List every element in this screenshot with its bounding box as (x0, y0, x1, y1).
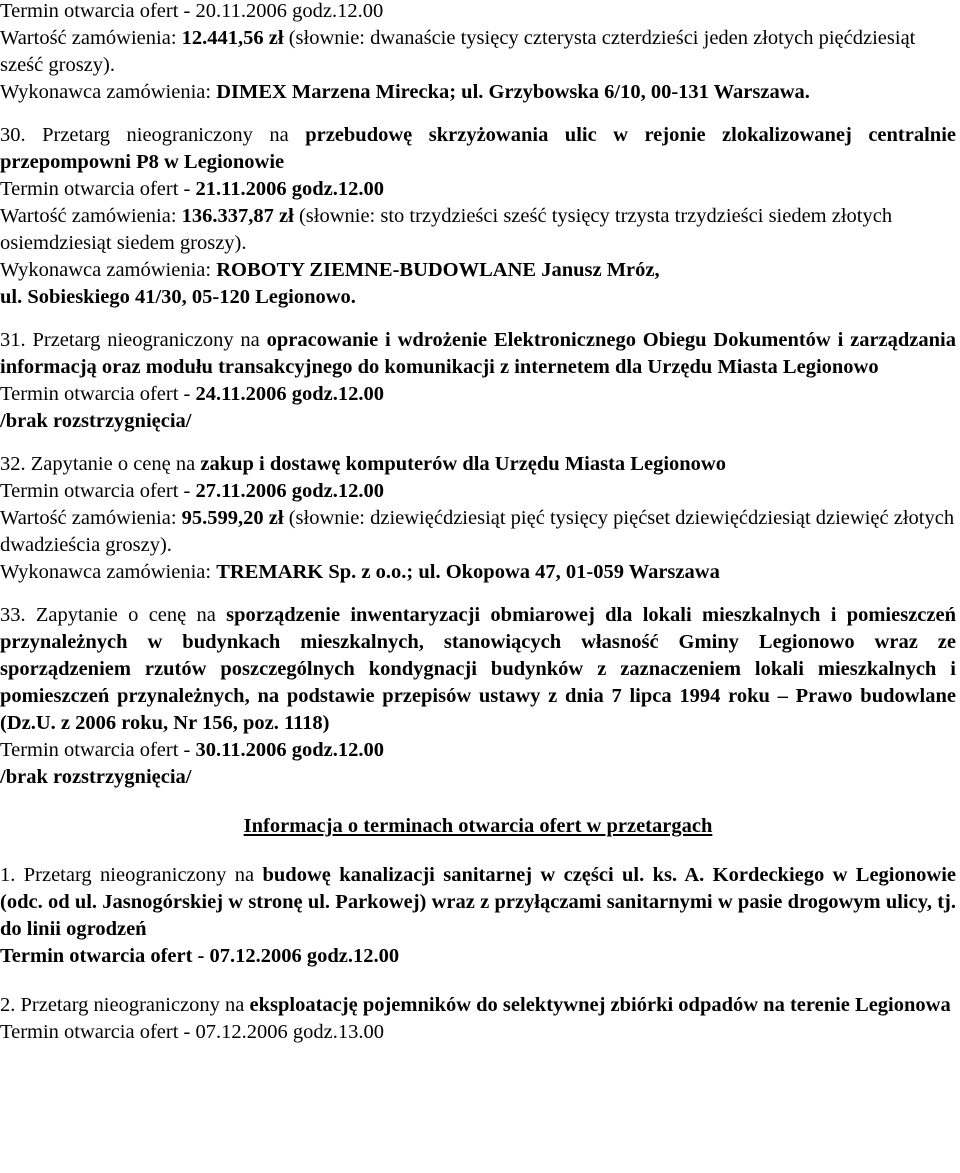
item-31-subject: opracowanie i wdrożenie Elektronicznego Obiegu Dokumentów i zarządzania informacją oraz modułu transakcyjnego do komunikacji z internetem dla Urzędu Miasta Legionowo (0, 329, 956, 378)
item-30-wartosc-value: 136.337,87 zł (181, 205, 294, 227)
item-33-title (0, 602, 956, 737)
top-termin: Termin otwarcia ofert - 20.11.2006 godz.12.00 (0, 0, 384, 22)
top-wartosc-words: (słownie: dwanaście tysięcy czterysta czterdzieści jeden złotych pięćdziesiąt sześć groszy). (0, 27, 916, 76)
item-33-subject: sporządzenie inwentaryzacji obmiarowej dla lokali mieszkalnych i pomieszczeń przynależnych w budynkach mieszkalnych, stanowiących własność Gminy Legionowo wraz ze sporządzeniem rzutów poszczególnych kondygnacji budynków z zaznaczeniem lokali mieszkalnych i pomieszczeń przynależnych, na podstawie przepisów ustawy z dnia 7 lipca 1994 roku – Prawo budowlane (Dz.U. z 2006 roku, Nr 156, poz. 1118) (0, 604, 956, 734)
item-32-termin (0, 478, 956, 505)
item-32-wartosc-label: Wartość zamówienia: (0, 507, 182, 529)
info-1-title (0, 862, 956, 943)
item-32-wykonawca-label: Wykonawca zamówienia: (0, 561, 217, 583)
item-31-intro: 31. Przetarg nieograniczony na (0, 329, 267, 351)
item-31-title (0, 327, 956, 381)
info-1-termin: Termin otwarcia ofert - 07.12.2006 godz.12.00 (0, 945, 400, 967)
info-2-intro: 2. Przetarg nieograniczony na (0, 994, 250, 1016)
info-1-subject: budowę kanalizacji sanitarnej w części ul. ks. A. Kordeckiego w Legionowie (odc. od ul. Jasnogórskiej w stronę ul. Parkowej) wraz z przyłączami sanitarnymi w pasie drogowym ulicy, tj. do linii ogrodzeń (0, 864, 957, 940)
item-32-wartosc-words: (słownie: dziewięćdziesiąt pięć tysięcy pięćset dziewięćdziesiąt dziewięć złotych dwadzieścia groszy). (0, 507, 955, 556)
top-wartosc (0, 25, 956, 79)
item-31-termin (0, 381, 956, 408)
item-33-termin-label: Termin otwarcia ofert - (0, 739, 196, 761)
item-30-wykonawca (0, 257, 956, 284)
info-2-termin: Termin otwarcia ofert - 07.12.2006 godz.13.00 (0, 1021, 384, 1043)
info-2-title (0, 992, 956, 1019)
item-30-subject: przebudowę skrzyżowania ulic w rejonie zlokalizowanej centralnie przepompowni P8 w Legionowie (0, 124, 956, 173)
item-32-subject: zakup i dostawę komputerów dla Urzędu Miasta Legionowo (200, 453, 726, 475)
item-31-termin-value: 24.11.2006 godz.12.00 (195, 383, 385, 405)
top-wartosc-label: Wartość zamówienia: (0, 27, 182, 49)
item-33-termin (0, 737, 956, 764)
item-32-wykonawca-value: TREMARK Sp. z o.o.; ul. Okopowa 47, 01-059 Warszawa (216, 561, 720, 583)
item-30-wartosc-words: (słownie: sto trzydzieści sześć tysięcy trzysta trzydzieści siedem złotych osiemdziesiąt siedem groszy). (0, 205, 893, 254)
item-32-termin-value: 27.11.2006 godz.12.00 (195, 480, 385, 502)
item-32-termin-label: Termin otwarcia ofert - (0, 480, 196, 502)
item-30-termin (0, 176, 956, 203)
item-30-wartosc-label: Wartość zamówienia: (0, 205, 182, 227)
item-30-title (0, 122, 956, 176)
section-heading: Informacja o terminach otwarcia ofert w przetargach (243, 815, 713, 837)
item-30-termin-value: 21.11.2006 godz.12.00 (195, 178, 385, 200)
item-33-intro: 33. Zapytanie o cenę na (0, 604, 227, 626)
item-32-intro: 32. Zapytanie o cenę na (0, 453, 201, 475)
top-wykonawca-label: Wykonawca zamówienia: (0, 81, 217, 103)
item-33-status: /brak rozstrzygnięcia/ (0, 766, 192, 788)
item-30-wykonawca-label: Wykonawca zamówienia: (0, 259, 217, 281)
info-2-subject: eksploatację pojemników do selektywnej zbiórki odpadów na terenie Legionowa (249, 994, 951, 1016)
top-wartosc-value: 12.441,56 zł (181, 27, 284, 49)
item-30-wartosc (0, 203, 956, 257)
top-wykonawca (0, 79, 956, 106)
top-wykonawca-value: DIMEX Marzena Mirecka; ul. Grzybowska 6/10, 00-131 Warszawa. (216, 81, 810, 103)
item-31-status: /brak rozstrzygnięcia/ (0, 410, 192, 432)
item-32-wartosc-value: 95.599,20 zł (181, 507, 284, 529)
item-33-termin-value: 30.11.2006 godz.12.00 (195, 739, 385, 761)
item-30-termin-label: Termin otwarcia ofert - (0, 178, 196, 200)
item-32-wykonawca (0, 559, 956, 586)
info-1-intro: 1. Przetarg nieograniczony na (0, 864, 263, 886)
item-30-wykonawca-value-1: ROBOTY ZIEMNE-BUDOWLANE Janusz Mróz, (216, 259, 660, 281)
item-32-wartosc (0, 505, 956, 559)
item-31-termin-label: Termin otwarcia ofert - (0, 383, 196, 405)
item-30-intro: 30. Przetarg nieograniczony na (0, 124, 306, 146)
item-30-wykonawca-address: ul. Sobieskiego 41/30, 05-120 Legionowo. (0, 286, 356, 308)
item-32-title (0, 451, 956, 478)
